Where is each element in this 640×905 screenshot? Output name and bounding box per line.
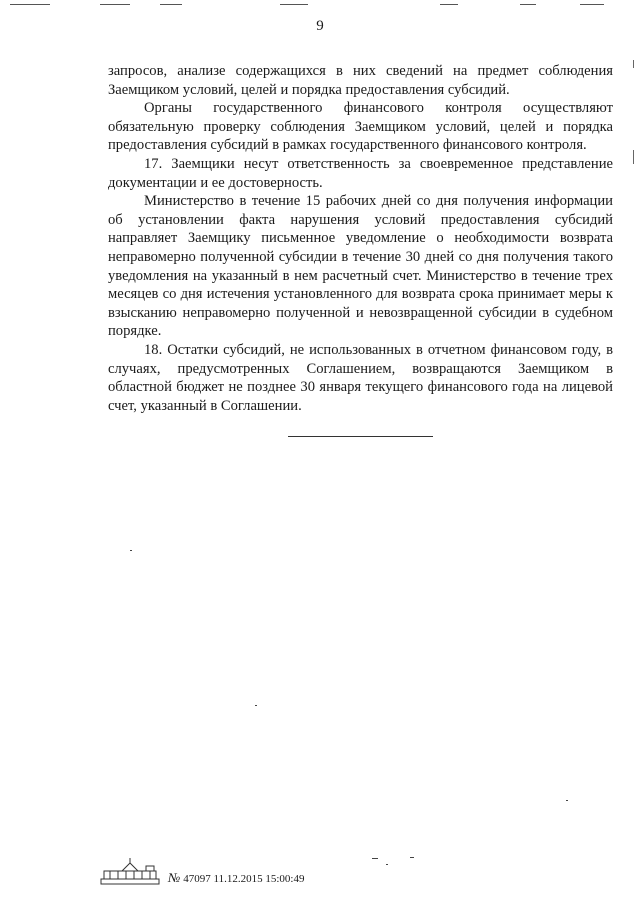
scan-edge-mark [100, 4, 130, 5]
scan-edge-mark [10, 4, 50, 5]
scan-speck [255, 705, 257, 706]
scan-edge-mark [440, 4, 458, 5]
registration-footer [100, 857, 304, 885]
paragraph: 17. Заемщики несут ответственность за своевременное представление документации и ее достоверность. [108, 155, 613, 191]
scan-edge-mark [580, 4, 604, 5]
scan-speck [130, 550, 132, 551]
scan-edge-mark [160, 4, 182, 5]
margin-mark [633, 60, 634, 68]
scan-edge-mark [280, 4, 308, 5]
scan-speck [410, 857, 414, 858]
paragraph: запросов, анализе содержащихся в них сведений на предмет соблюдения Заемщиком условий, целей и порядка предоставления субсидий. [108, 63, 613, 98]
paragraph: Органы государственного финансового контроля осуществляют обязательную проверку соблюдения Заемщиком условий, целей и порядка предоставления субсидий в рамках государственного финансового контроля. [108, 100, 613, 154]
scan-edge-mark [520, 4, 536, 5]
registry-number-datetime: 47097 11.12.2015 15:00:49 [183, 873, 305, 885]
scan-speck [372, 858, 378, 859]
number-sign: № [168, 870, 181, 885]
registry-stamp [168, 872, 304, 885]
scan-speck [386, 864, 388, 865]
margin-mark [633, 150, 634, 164]
paragraph: Министерство в течение 15 рабочих дней со дня получения информации об установлении факта нарушения условий предоставления субсидий направляет Заемщику письменное уведомление о необходимости возврата неправомерно полученной субсидии в течение 30 дней со дня получения такого уведомления на указанный в нем расчетный счет. Министерство в течение трех месяцев со дня истечения установленного для возврата срока принимает меры к взысканию неправомерно полученной и невозвращенной субсидии в судебном порядке. [108, 193, 613, 340]
end-separator-line [288, 436, 433, 437]
paragraph: 18. Остатки субсидий, не использованных в отчетном финансовом году, в случаях, предусмотренных Соглашением, возвращаются Заемщиком в областной бюджет не позднее 30 января текущего финансового года на лицевой счет, указанный в Соглашении. [108, 341, 613, 414]
scan-speck [566, 800, 568, 801]
document-body [108, 62, 613, 415]
government-building-stamp-icon [100, 857, 160, 885]
page-number: 9 [316, 18, 324, 34]
